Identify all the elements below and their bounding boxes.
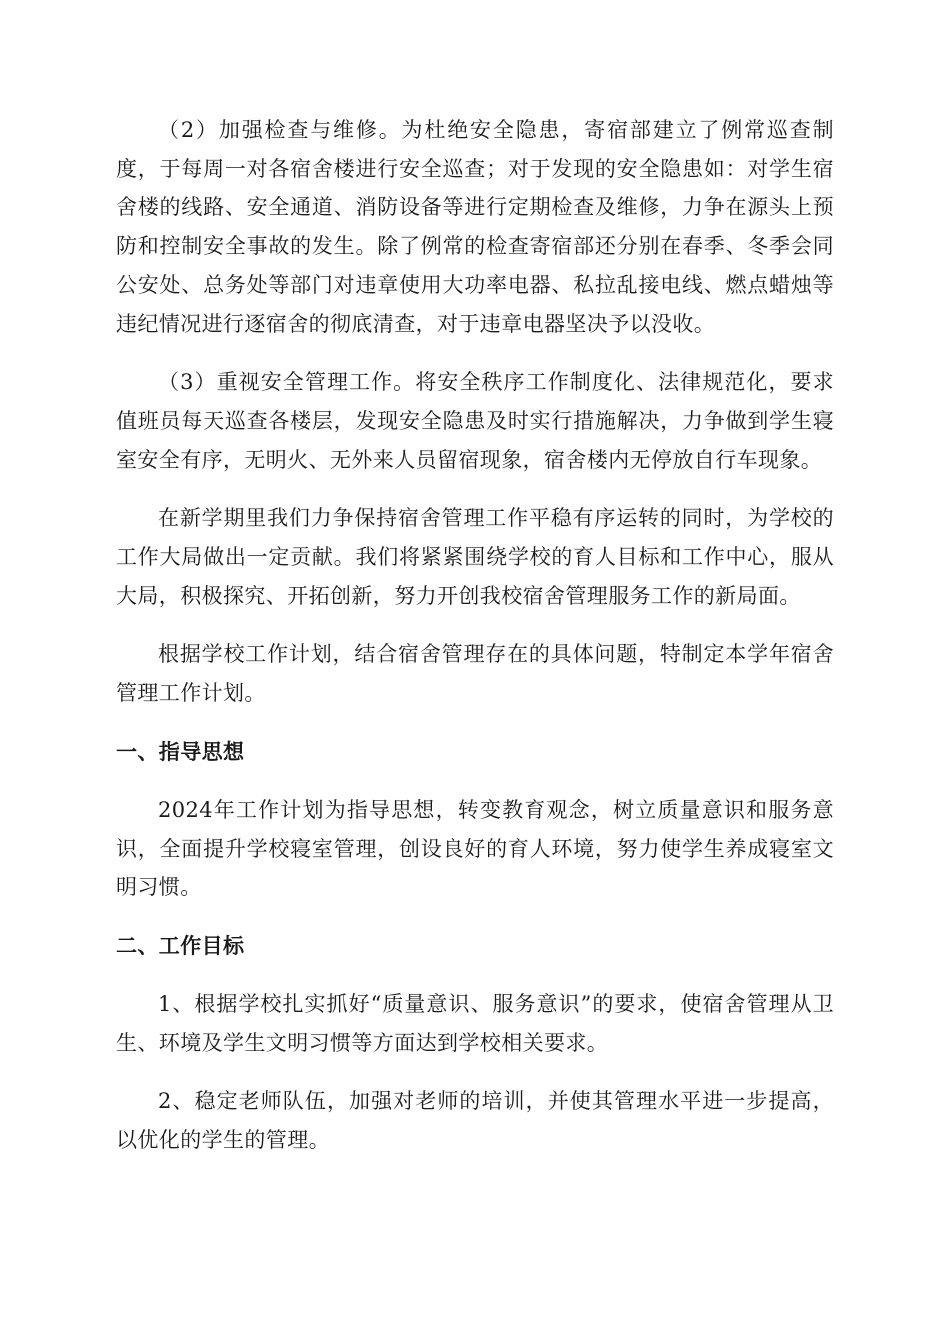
- spacer: [116, 771, 834, 791]
- spacer: [116, 1062, 834, 1082]
- paragraph-goal-1: 1、根据学校扎实抓好“质量意识、服务意识”的要求，使宿舍管理从卫生、环境及学生文明习惯等方面达到学校相关要求。: [116, 991, 834, 1055]
- document-page: [116, 111, 834, 1160]
- paragraph-safety-management: （3）重视安全管理工作。将安全秩序工作制度化、法律规范化，要求值班员每天巡查各楼层，发现安全隐患及时实行措施解决，力争做到学生寝室安全有序，无明火、无外来人员留宿现象，宿舍楼内无停放自行车现象。: [116, 370, 834, 472]
- spacer: [116, 343, 834, 363]
- section-heading-work-goals: 二、工作目标: [116, 933, 245, 958]
- paragraph-guiding-ideology: 2024年工作计划为指导思想，转变教育观念，树立质量意识和服务意识，全面提升学校寝室管理，创设良好的育人环境，努力使学生养成寝室文明习惯。: [116, 797, 834, 900]
- spacer: [116, 615, 834, 635]
- paragraph-plan-intro: 根据学校工作计划，结合宿舍管理存在的具体问题，特制定本学年宿舍管理工作计划。: [116, 642, 834, 706]
- section-heading-guiding-ideology: 一、指导思想: [116, 739, 245, 764]
- spacer: [116, 965, 834, 985]
- paragraph-inspection-maintenance: （2）加强检查与维修。为杜绝安全隐患，寄宿部建立了例常巡查制度，于每周一对各宿舍楼进行安全巡查；对于发现的安全隐患如：对学生宿舍楼的线路、安全通道、消防设备等进行定期检查及维修，力争在源头上预防和控制安全事故的发生。除了例常的检查寄宿部还分别在春季、冬季会同公安处、总务处等部门对违章使用大功率电器、私拉乱接电线、燃点蜡烛等违纪情况进行逐宿舍的彻底清查，对于违章电器坚决予以没收。: [116, 118, 834, 336]
- spacer: [116, 479, 834, 499]
- paragraph-goal-2: 2、稳定老师队伍，加强对老师的培训，并使其管理水平进一步提高，以优化的学生的管理。: [116, 1089, 834, 1153]
- spacer: [116, 713, 834, 733]
- paragraph-new-semester: 在新学期里我们力争保持宿舍管理工作平稳有序运转的同时，为学校的工作大局做出一定贡献。我们将紧紧围绕学校的育人目标和工作中心，服从大局，积极探究、开拓创新，努力开创我校宿舍管理服务工作的新局面。: [116, 506, 834, 608]
- spacer: [116, 907, 834, 927]
